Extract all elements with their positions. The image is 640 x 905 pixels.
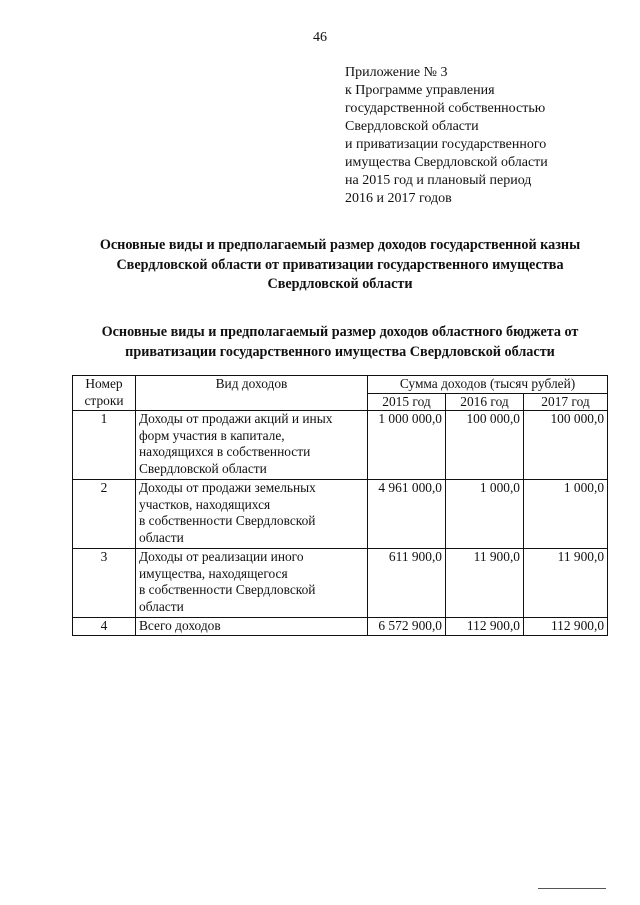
header-year-2017: 2017 год — [524, 393, 608, 411]
value-2017: 100 000,0 — [524, 411, 608, 480]
table-row-total — [73, 618, 608, 636]
row-number: 4 — [73, 618, 136, 636]
header-year-2016: 2016 год — [446, 393, 524, 411]
row-number: 1 — [73, 411, 136, 480]
income-name-line: области — [139, 598, 184, 614]
income-table — [72, 375, 608, 636]
appendix-line: на 2015 год и плановый период — [345, 173, 532, 188]
income-name-line: Свердловской области — [139, 460, 267, 476]
income-name — [136, 549, 368, 618]
income-name-line: в собственности Свердловской — [139, 513, 316, 528]
footer-divider — [538, 888, 606, 889]
income-name — [136, 480, 368, 549]
row-number: 3 — [73, 549, 136, 618]
value-2017: 11 900,0 — [524, 549, 608, 618]
title-line: Свердловской области — [267, 276, 413, 292]
income-name-line: имущества, находящегося — [139, 565, 288, 581]
appendix-line: Приложение № 3 — [345, 65, 448, 80]
title-line: Свердловской области от приватизации государственного имущества — [116, 256, 564, 273]
table-title — [70, 323, 610, 362]
value-2015: 1 000 000,0 — [368, 411, 446, 480]
value-2015: 4 961 000,0 — [368, 480, 446, 549]
income-name — [136, 618, 368, 636]
appendix-line: Свердловской области — [345, 119, 479, 134]
page-number: 46 — [313, 30, 327, 45]
income-name-line: в собственности Свердловской — [139, 582, 316, 597]
row-number: 2 — [73, 480, 136, 549]
income-name-line: участков, находящихся — [139, 496, 271, 512]
header-year-2015: 2015 год — [368, 393, 446, 411]
appendix-line: к Программе управления — [345, 83, 495, 98]
appendix-note — [345, 64, 630, 208]
table-row — [73, 549, 608, 618]
value-2015: 611 900,0 — [368, 549, 446, 618]
header-text: Номер — [85, 376, 123, 391]
appendix-line: имущества Свердловской области — [345, 155, 548, 170]
income-name-line: Доходы от реализации иного — [139, 549, 304, 564]
appendix-line: государственной собственностью — [345, 101, 546, 116]
value-2016: 112 900,0 — [446, 618, 524, 636]
appendix-line: 2016 и 2017 годов — [345, 191, 452, 206]
income-name-line: форм участия в капитале, — [139, 427, 285, 443]
table-header-row — [73, 376, 608, 394]
income-name-line: области — [139, 529, 184, 545]
title-line: Основные виды и предполагаемый размер доходов областного бюджета от — [101, 324, 579, 340]
header-income-type: Вид доходов — [136, 376, 368, 411]
header-income-sum: Сумма доходов (тысяч рублей) — [368, 376, 608, 394]
title-line: Основные виды и предполагаемый размер доходов государственной казны — [99, 237, 581, 253]
header-text: строки — [84, 392, 124, 408]
income-name-line: Доходы от продажи земельных — [139, 480, 316, 495]
value-2016: 11 900,0 — [446, 549, 524, 618]
table-row — [73, 480, 608, 549]
value-2017: 1 000,0 — [524, 480, 608, 549]
document-title — [70, 236, 610, 295]
income-name — [136, 411, 368, 480]
value-2017: 112 900,0 — [524, 618, 608, 636]
appendix-line: и приватизации государственного — [345, 137, 547, 152]
header-row-number — [73, 376, 136, 411]
table-row — [73, 411, 608, 480]
income-name-line: находящихся в собственности — [139, 444, 311, 459]
income-name-line: Всего доходов — [139, 618, 221, 633]
value-2015: 6 572 900,0 — [368, 618, 446, 636]
income-name-line: Доходы от продажи акций и иных — [139, 411, 333, 426]
title-line: приватизации государственного имущества Свердловской области — [125, 343, 555, 360]
value-2016: 1 000,0 — [446, 480, 524, 549]
value-2016: 100 000,0 — [446, 411, 524, 480]
